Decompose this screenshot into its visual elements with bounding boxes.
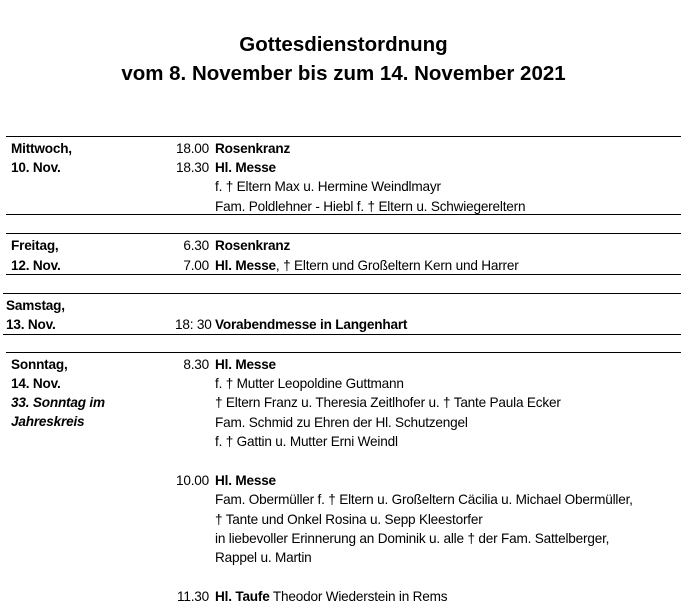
day-name: Mittwoch, — [11, 141, 72, 156]
event-title: Rosenkranz — [215, 238, 291, 253]
mass-intention: Fam. Schmid zu Ehren der Hl. Schutzengel — [215, 415, 468, 430]
event-line — [215, 587, 447, 606]
mass-intention: f. † Mutter Leopoldine Guttmann — [215, 376, 404, 391]
day-name: Samstag, — [6, 298, 65, 313]
event-title: Hl. Messe — [215, 258, 276, 273]
event-time: 18: 30 — [175, 317, 212, 332]
event-time: 18.30 — [175, 160, 209, 175]
divider — [6, 233, 681, 234]
event-time: 7.00 — [183, 258, 209, 273]
event-detail: Theodor Wiederstein in Rems — [269, 589, 448, 604]
page-title: Gottesdienstordnung — [239, 33, 448, 56]
liturgical-note: Jahreskreis — [11, 414, 85, 429]
event-title: Vorabendmesse in Langenhart — [215, 317, 408, 332]
day-date: 10. Nov. — [11, 160, 61, 175]
mass-intention: Rappel u. Martin — [215, 550, 312, 565]
mass-intention: f. † Gattin u. Mutter Erni Weindl — [215, 434, 398, 449]
event-time: 11.30 — [176, 589, 209, 604]
day-name: Sonntag, — [11, 357, 68, 372]
event-detail: , † Eltern und Großeltern Kern und Harrer — [275, 258, 519, 273]
event-line — [215, 256, 519, 275]
event-time: 18.00 — [175, 141, 209, 156]
event-title: Hl. Messe — [215, 473, 276, 488]
mass-intention: in liebevoller Erinnerung an Dominik u. alle † der Fam. Sattelberger, — [215, 531, 610, 546]
liturgical-note: 33. Sonntag im — [11, 395, 105, 410]
mass-intention: f. † Eltern Max u. Hermine Weindlmayr — [215, 179, 441, 194]
event-title: Rosenkranz — [215, 141, 291, 156]
mass-intention: † Eltern Franz u. Theresia Zeitlhofer u. † Tante Paula Ecker — [215, 395, 561, 410]
mass-intention: † Tante und Onkel Rosina u. Sepp Kleestorfer — [215, 512, 483, 527]
day-date: 14. Nov. — [11, 376, 61, 391]
mass-intention: Fam. Poldlehner - Hiebl f. † Eltern u. Schwiegereltern — [215, 199, 526, 214]
mass-intention: Fam. Obermüller f. † Eltern u. Großeltern Cäcilia u. Michael Obermüller, — [215, 492, 633, 507]
event-title: Hl. Messe — [215, 357, 276, 372]
event-title: Hl. Messe — [215, 160, 276, 175]
event-title: Hl. Taufe — [215, 589, 270, 604]
day-name: Freitag, — [11, 238, 59, 253]
page-subtitle: vom 8. November bis zum 14. November 2021 — [121, 62, 566, 85]
event-time: 8.30 — [183, 357, 209, 372]
divider — [6, 352, 681, 353]
event-time: 10.00 — [175, 473, 209, 488]
divider — [3, 293, 681, 294]
divider — [6, 136, 681, 137]
day-date: 12. Nov. — [11, 258, 61, 273]
event-time: 6.30 — [183, 238, 209, 253]
day-date: 13. Nov. — [6, 317, 56, 332]
